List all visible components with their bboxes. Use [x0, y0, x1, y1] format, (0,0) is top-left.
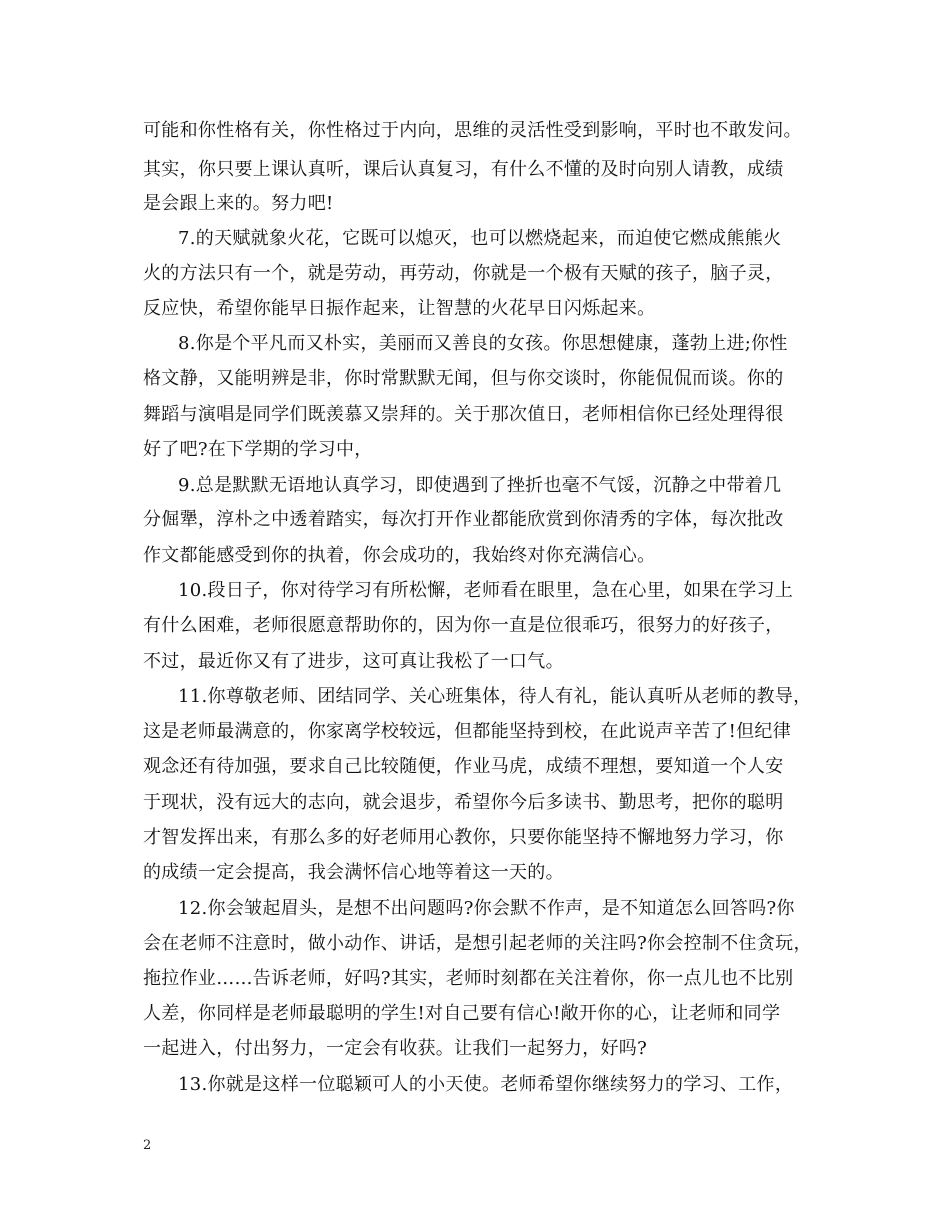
text-line: 于现状，没有远大的志向，就会退步，希望你今后多读书、勤思考，把你的聪明 [143, 792, 784, 813]
text-line: 是会跟上来的。努力吧! [143, 193, 334, 214]
paragraph-12-line: 12.你会皱起眉头，是想不出问题吗?你会默不作声，是不知道怎么回答吗?你 [178, 898, 795, 919]
text-line: 拖拉作业……告诉老师，好吗?其实，老师时刻都在关注着你，你一点儿也不比别 [143, 968, 794, 989]
text-line: 这是老师最满意的，你家离学校较远，但都能坚持到校，在此说声辛苦了!但纪律 [143, 721, 792, 742]
page-number: 2 [143, 1138, 152, 1153]
text-line: 一起进入，付出努力，一定会有收获。让我们一起努力，好吗? [143, 1038, 648, 1059]
paragraph-10-line: 10.段日子，你对待学习有所松懈，老师看在眼里，急在心里，如果在学习上 [178, 580, 794, 601]
text-line: 反应快，希望你能早日振作起来，让智慧的火花早日闪烁起来。 [143, 298, 656, 319]
text-line: 分倔犟，淳朴之中透着踏实，每次打开作业都能欣赏到你清秀的字体，每次批改 [143, 509, 784, 530]
paragraph-7-line: 7.的天赋就象火花，它既可以熄灭，也可以燃烧起来，而迫使它燃成熊熊火 [178, 228, 782, 249]
text-line: 作文都能感受到你的执着，你会成功的，我始终对你充满信心。 [143, 545, 656, 566]
text-line: 不过，最近你又有了进步，这可真让我松了一口气。 [143, 651, 564, 672]
text-line: 舞蹈与演唱是同学们既羡慕又崇拜的。关于那次值日，老师相信你已经处理得很 [143, 404, 784, 425]
text-line: 才智发挥出来，有那么多的好老师用心教你，只要你能坚持不懈地努力学习，你 [143, 827, 784, 848]
text-line: 的成绩一定会提高，我会满怀信心地等着这一天的。 [143, 862, 564, 883]
text-line: 人差，你同样是老师最聪明的学生!对自己要有信心!敞开你的心，让老师和同学 [143, 1003, 781, 1024]
paragraph-13-line: 13.你就是这样一位聪颖可人的小天使。老师希望你继续努力的学习、工作， [178, 1074, 794, 1095]
paragraph-9-line: 9.总是默默无语地认真学习，即使遇到了挫折也毫不气馁，沉静之中带着几 [178, 475, 782, 496]
text-line: 会在老师不注意时，做小动作、讲话，是想引起老师的关注吗?你会控制不住贪玩， [143, 933, 812, 954]
paragraph-11-line: 11.你尊敬老师、团结同学、关心班集体，待人有礼，能认真听从老师的教导， [178, 686, 812, 707]
text-line: 好了吧?在下学期的学习中， [143, 439, 373, 460]
paragraph-8-line: 8.你是个平凡而又朴实，美丽而又善良的女孩。你思想健康，蓬勃上进;你性 [178, 333, 788, 354]
text-line: 观念还有待加强，要求自己比较随便，作业马虎，成绩不理想，要知道一个人安 [143, 756, 784, 777]
text-line: 可能和你性格有关，你性格过于内向，思维的灵活性受到影响，平时也不敢发问。 [143, 120, 802, 141]
text-line: 有什么困难，老师很愿意帮助你的，因为你一直是位很乖巧，很努力的好孩子， [143, 615, 784, 636]
text-line: 格文静，又能明辨是非，你时常默默无闻，但与你交谈时，你能侃侃而谈。你的 [143, 368, 784, 389]
text-line: 火的方法只有一个，就是劳动，再劳动，你就是一个极有天赋的孩子，脑子灵， [143, 263, 784, 284]
text-line: 其实，你只要上课认真听，课后认真复习，有什么不懂的及时向别人请教，成绩 [143, 159, 784, 180]
